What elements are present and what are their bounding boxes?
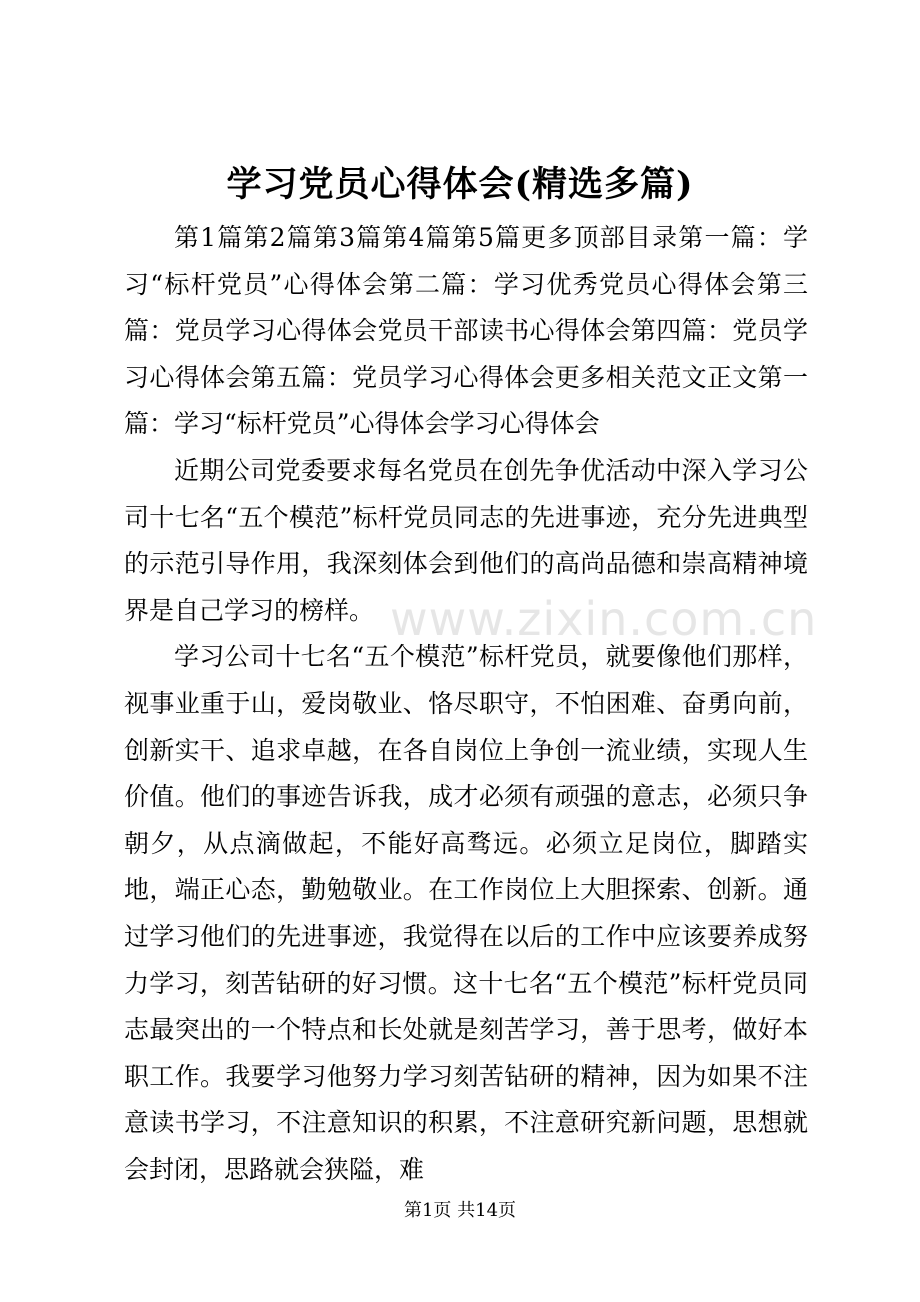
paragraph-toc: 第1篇第2篇第3篇第4篇第5篇更多顶部目录第一篇：学习“标杆党员”心得体会第二篇：学习优秀党员心得体会第三篇：党员学习心得体会党员干部读书心得体会第四篇：党员学习心得体会第五篇：党员学习心得体会更多相关范文正文第一篇：学习“标杆党员”心得体会学习心得体会 [124,223,808,439]
paragraph-intro: 近期公司党委要求每名党员在创先争优活动中深入学习公司十七名“五个模范”标杆党员同志的先进事迹，充分先进典型的示范引导作用，我深刻体会到他们的高尚品德和崇高精神境界是自己学习的榜样。 [124,455,808,625]
document-title: 学习党员心得体会(精选多篇) [226,164,694,205]
page-footer: 第1页 共14页 [403,1200,517,1221]
paragraph-main: 学习公司十七名“五个模范”标杆党员，就要像他们那样，视事业重于山，爱岗敬业、恪尽职守，不怕困难、奋勇向前，创新实干、追求卓越，在各自岗位上争创一流业绩，实现人生价值。他们的事迹告诉我，成才必须有顽强的意志，必须只争朝夕，从点滴做起，不能好高骛远。必须立足岗位，脚踏实地，端正心态，勤勉敬业。在工作岗位上大胆探索、创新。通过学习他们的先进事迹，我觉得在以后的工作中应该要养成努力学习，刻苦钻研的好习惯。这十七名“五个模范”标杆党员同志最突出的一个特点和长处就是刻苦学习，善于思考，做好本职工作。我要学习他努力学习刻苦钻研的精神，因为如果不注意读书学习，不注意知识的积累，不注意研究新问题，思想就会封闭，思路就会狭隘，难 [124,642,808,1184]
document-body [124,215,808,1193]
watermark-text: www.zixin.com.cn [390,592,818,646]
